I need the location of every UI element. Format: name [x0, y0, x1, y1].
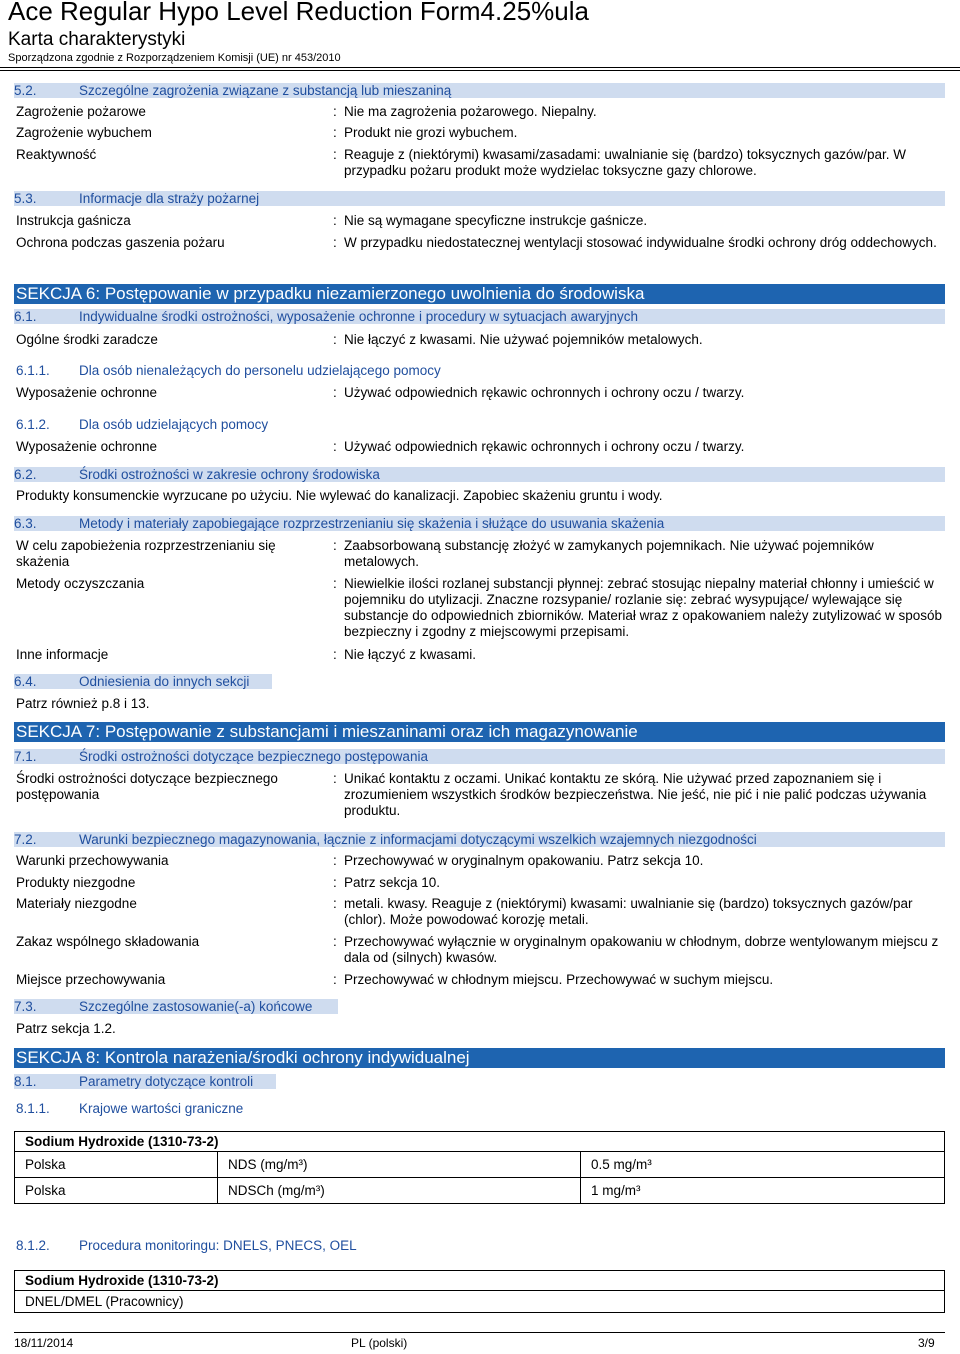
field-colon: : — [333, 853, 337, 868]
field-label: Wyposażenie ochronne — [16, 439, 157, 454]
field-label: Wyposażenie ochronne — [16, 385, 157, 400]
table-cell: NDSCh (mg/m³) — [218, 1178, 581, 1204]
paragraph-text: Produkty konsumenckie wyrzucane po użyciu. Nie wylewać do kanalizacji. Zapobiec skażeniu gruntu i wody. — [16, 488, 663, 503]
field-value: Używać odpowiednich rękawic ochronnych i ochrony oczu / twarzy. — [344, 385, 745, 400]
field-value: Unikać kontaktu z oczami. Unikać kontaktu ze skórą. Nie używać przed zapoznaniem się i zrozumieniem wszystkich środków bezpieczeństwa. Nie jeść, nie pić i nie palić podczas używania produktu. — [344, 771, 927, 818]
subsection-heading-8-1-1 — [16, 1101, 416, 1117]
subsection-title: Krajowe wartości graniczne — [79, 1101, 244, 1116]
subsection-number: 6.4. — [14, 674, 37, 689]
field-label: Warunki przechowywania — [16, 853, 169, 868]
subsection-title: Indywidualne środki ostrożności, wyposażenie ochronne i procedury w sytuacjach awaryjnych — [79, 309, 639, 324]
subsection-number: 7.1. — [14, 749, 37, 764]
table-cell: DNEL/DMEL (Pracownicy) — [15, 1291, 945, 1313]
field-label: Miejsce przechowywania — [16, 972, 166, 987]
document-title: Ace Regular Hypo Level Reduction Form4.25%ula — [8, 0, 589, 26]
field-value: W przypadku niedostatecznej wentylacji stosować indywidualne środki ochrony dróg oddechowych. — [344, 235, 937, 250]
table-row — [15, 1291, 945, 1313]
subsection-number: 6.1.1. — [16, 363, 50, 378]
field-colon: : — [333, 647, 337, 662]
table-cell: Polska — [15, 1178, 218, 1204]
field-value: Przechowywać w chłodnym miejscu. Przechowywać w suchym miejscu. — [344, 972, 774, 987]
header-rule — [0, 70, 960, 71]
paragraph-text: Patrz również p.8 i 13. — [16, 696, 150, 711]
subsection-number: 8.1.2. — [16, 1238, 50, 1253]
subsection-title: Dla osób udzielających pomocy — [79, 417, 269, 432]
field-colon: : — [333, 576, 337, 591]
subsection-heading-5-2 — [14, 83, 945, 98]
table-row — [15, 1152, 945, 1178]
section-title: SEKCJA 7: Postępowanie z substancjami i mieszaninami oraz ich magazynowanie — [16, 722, 638, 741]
field-value: Produkt nie grozi wybuchem. — [344, 125, 518, 140]
section-title: SEKCJA 8: Kontrola narażenia/środki ochrony indywidualnej — [16, 1048, 470, 1067]
field-value: Reaguje z (niektórymi) kwasami/zasadami: uwalnianie się (bardzo) toksycznych gazów/par. W przypadku pożaru produkt może wydzielac toksyczne gazy chlorowe. — [344, 147, 906, 178]
field-label: Zagrożenie pożarowe — [16, 104, 146, 119]
field-label: Inne informacje — [16, 647, 109, 662]
field-value: Przechowywać w oryginalnym opakowaniu. Patrz sekcja 10. — [344, 853, 704, 868]
footer-date: 18/11/2014 — [14, 1336, 74, 1350]
field-value: Nie łączyć z kwasami. Nie używać pojemników metalowych. — [344, 332, 703, 347]
subsection-title: Warunki bezpiecznego magazynowania, łącznie z informacjami dotyczącymi wszelkich wzajemnych niezgodności — [79, 832, 757, 847]
table-header-cell: Sodium Hydroxide (1310-73-2) — [15, 1132, 945, 1152]
subsection-number: 5.3. — [14, 191, 37, 206]
subsection-heading-6-3 — [14, 516, 945, 531]
field-label: Ochrona podczas gaszenia pożaru — [16, 235, 225, 250]
subsection-number: 6.1.2. — [16, 417, 50, 432]
subsection-heading-7-3 — [14, 999, 338, 1014]
field-label: Zakaz wspólnego składowania — [16, 934, 200, 949]
field-label: Metody oczyszczania — [16, 576, 145, 591]
subsection-heading-6-1-2 — [16, 417, 947, 433]
field-colon: : — [333, 896, 337, 911]
field-value: Patrz sekcja 10. — [344, 875, 441, 890]
table-cell: Polska — [15, 1152, 218, 1178]
subsection-title: Szczególne zagrożenia związane z substancją lub mieszaniną — [79, 83, 452, 98]
field-colon: : — [333, 104, 337, 119]
subsection-heading-8-1 — [14, 1074, 276, 1089]
field-colon: : — [333, 771, 337, 786]
footer-rule — [14, 1332, 945, 1333]
dnel-table — [14, 1270, 945, 1313]
subsection-heading-6-2 — [14, 467, 945, 482]
table-header-row — [15, 1132, 945, 1152]
field-value: Zaabsorbowaną substancję złożyć w zamykanych pojemnikach. Nie używać pojemników metalowych. — [344, 538, 874, 569]
field-colon: : — [333, 934, 337, 949]
field-colon: : — [333, 538, 337, 553]
subsection-title: Dla osób nienależących do personelu udzielającego pomocy — [79, 363, 441, 378]
field-value: Nie są wymagane specyficzne instrukcje gaśnicze. — [344, 213, 648, 228]
field-colon: : — [333, 439, 337, 454]
subsection-title: Metody i materiały zapobiegające rozprzestrzenianiu się skażenia i służące do usuwania skażenia — [79, 516, 665, 531]
section-heading-8 — [14, 1048, 945, 1068]
field-colon: : — [333, 385, 337, 400]
field-label: Reaktywność — [16, 147, 97, 162]
field-colon: : — [333, 972, 337, 987]
table-cell: NDS (mg/m³) — [218, 1152, 581, 1178]
table-header-row — [15, 1271, 945, 1291]
regulation-note: Sporządzona zgodnie z Rozporządzeniem Komisji (UE) nr 453/2010 — [8, 52, 341, 64]
field-colon: : — [333, 235, 337, 250]
section-heading-7 — [14, 722, 945, 742]
field-label: Instrukcja gaśnicza — [16, 213, 131, 228]
table-cell: 1 mg/m³ — [581, 1178, 945, 1204]
field-label: Materiały niezgodne — [16, 896, 137, 911]
subsection-title: Odniesienia do innych sekcji — [79, 674, 250, 689]
subsection-number: 6.2. — [14, 467, 37, 482]
subsection-heading-7-2 — [14, 832, 945, 847]
subsection-number: 8.1.1. — [16, 1101, 50, 1116]
section-heading-6 — [14, 284, 945, 304]
subsection-number: 6.3. — [14, 516, 37, 531]
field-colon: : — [333, 125, 337, 140]
exposure-limits-table — [14, 1131, 945, 1204]
subsection-title: Informacje dla straży pożarnej — [79, 191, 260, 206]
field-colon: : — [333, 213, 337, 228]
field-colon: : — [333, 147, 337, 162]
subsection-title: Procedura monitoringu: DNELS, PNECS, OEL — [79, 1238, 357, 1253]
table-cell: 0.5 mg/m³ — [581, 1152, 945, 1178]
field-value: metali. kwasy. Reaguje z (niektórymi) kwasami: uwalnianie się (bardzo) toksycznych gazów/par (chlor). Może powodować korozję metali. — [344, 896, 913, 927]
subsection-title: Środki ostrożności dotyczące bezpiecznego postępowania — [79, 749, 428, 764]
document-subtitle: Karta charakterystyki — [8, 29, 186, 50]
footer-page-number: 3/9 — [918, 1336, 935, 1350]
field-colon: : — [333, 332, 337, 347]
field-value: Nie ma zagrożenia pożarowego. Niepalny. — [344, 104, 597, 119]
subsection-heading-5-3 — [14, 191, 945, 206]
paragraph-text: Patrz sekcja 1.2. — [16, 1021, 116, 1036]
subsection-title: Szczególne zastosowanie(-a) końcowe — [79, 999, 313, 1014]
subsection-heading-6-1 — [14, 309, 945, 324]
subsection-number: 8.1. — [14, 1074, 37, 1089]
field-value: Niewielkie ilości rozlanej substancji płynnej: zebrać stosując niepalny materiał chłonny i umieścić w pojemniku do utylizacji. Znaczne rozsypanie/ rozlanie się: zebrać wysypujące/ wylewające się substancje do odpowiednich zbiorników. Materiał wraz z opakowaniem należy zutylizować w sposób bezpieczny i zgodny z miejscowymi przepisami. — [344, 576, 943, 639]
subsection-number: 5.2. — [14, 83, 37, 98]
field-label: W celu zapobieżenia rozprzestrzenianiu się skażenia — [16, 538, 276, 569]
subsection-heading-7-1 — [14, 749, 945, 764]
field-label: Środki ostrożności dotyczące bezpiecznego postępowania — [16, 771, 278, 802]
field-value: Używać odpowiednich rękawic ochronnych i ochrony oczu / twarzy. — [344, 439, 745, 454]
field-value: Przechowywać wyłącznie w oryginalnym opakowaniu w chłodnym, dobrze wentylowanym miejscu z dala od (silnych) kwasów. — [344, 934, 939, 965]
subsection-heading-6-1-1 — [16, 363, 947, 379]
subsection-number: 7.3. — [14, 999, 37, 1014]
subsection-heading-8-1-2 — [16, 1238, 416, 1254]
field-label: Produkty niezgodne — [16, 875, 136, 890]
field-label: Ogólne środki zaradcze — [16, 332, 158, 347]
subsection-number: 7.2. — [14, 832, 37, 847]
section-title: SEKCJA 6: Postępowanie w przypadku niezamierzonego uwolnienia do środowiska — [16, 284, 645, 303]
table-header-cell: Sodium Hydroxide (1310-73-2) — [15, 1271, 945, 1291]
subsection-heading-6-4 — [14, 674, 272, 689]
table-row — [15, 1178, 945, 1204]
field-colon: : — [333, 875, 337, 890]
field-value: Nie łączyć z kwasami. — [344, 647, 477, 662]
field-label: Zagrożenie wybuchem — [16, 125, 152, 140]
footer-language: PL (polski) — [351, 1336, 408, 1350]
header-rule — [0, 67, 960, 68]
subsection-title: Parametry dotyczące kontroli — [79, 1074, 254, 1089]
subsection-number: 6.1. — [14, 309, 37, 324]
subsection-title: Środki ostrożności w zakresie ochrony środowiska — [79, 467, 380, 482]
